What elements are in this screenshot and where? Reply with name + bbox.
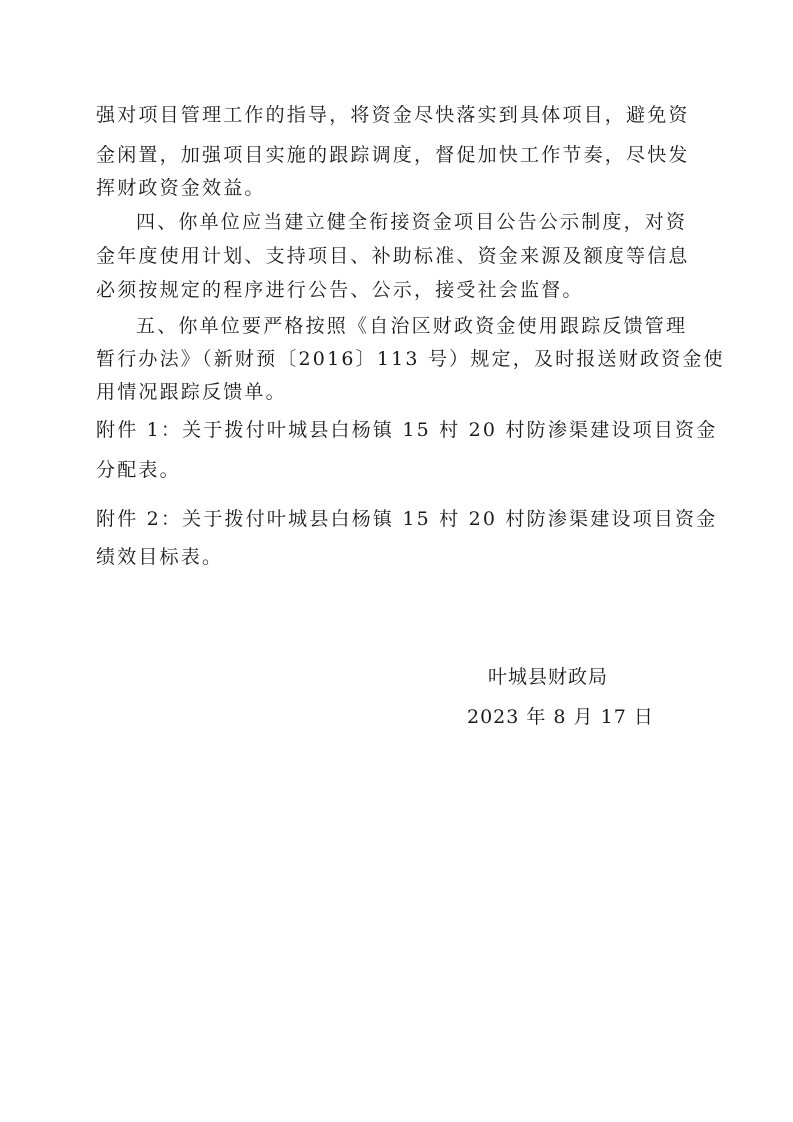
signature-date: 2023 年 8 月 17 日 bbox=[467, 706, 654, 728]
attachment-line: 绩效目标表。 bbox=[96, 546, 224, 568]
signature-org: 叶城县财政局 bbox=[488, 666, 609, 688]
body-line: 强对项目管理工作的指导，将资金尽快落实到具体项目，避免资 bbox=[96, 104, 690, 126]
attachment-line: 附件 2：关于拨付叶城县白杨镇 15 村 20 村防渗渠建设项目资金 bbox=[96, 508, 718, 530]
body-line: 必须按规定的程序进行公告、公示，接受社会监督。 bbox=[96, 279, 584, 301]
attachment-line: 分配表。 bbox=[96, 459, 181, 481]
attachment-line: 附件 1：关于拨付叶城县白杨镇 15 村 20 村防渗渠建设项目资金 bbox=[96, 419, 718, 441]
body-line: 暂行办法》（新财预〔2016〕113 号）规定，及时报送财政资金使 bbox=[96, 348, 725, 370]
body-line: 五、你单位要严格按照《自治区财政资金使用跟踪反馈管理 bbox=[136, 315, 688, 337]
body-line: 金闲置，加强项目实施的跟踪调度，督促加快工作节奏，尽快发 bbox=[96, 144, 690, 166]
body-line: 用情况跟踪反馈单。 bbox=[96, 381, 287, 403]
body-line: 四、你单位应当建立健全衔接资金项目公告公示制度，对资 bbox=[136, 211, 688, 233]
body-line: 挥财政资金效益。 bbox=[96, 177, 266, 199]
body-line: 金年度使用计划、支持项目、补助标准、资金来源及额度等信息 bbox=[96, 245, 690, 267]
